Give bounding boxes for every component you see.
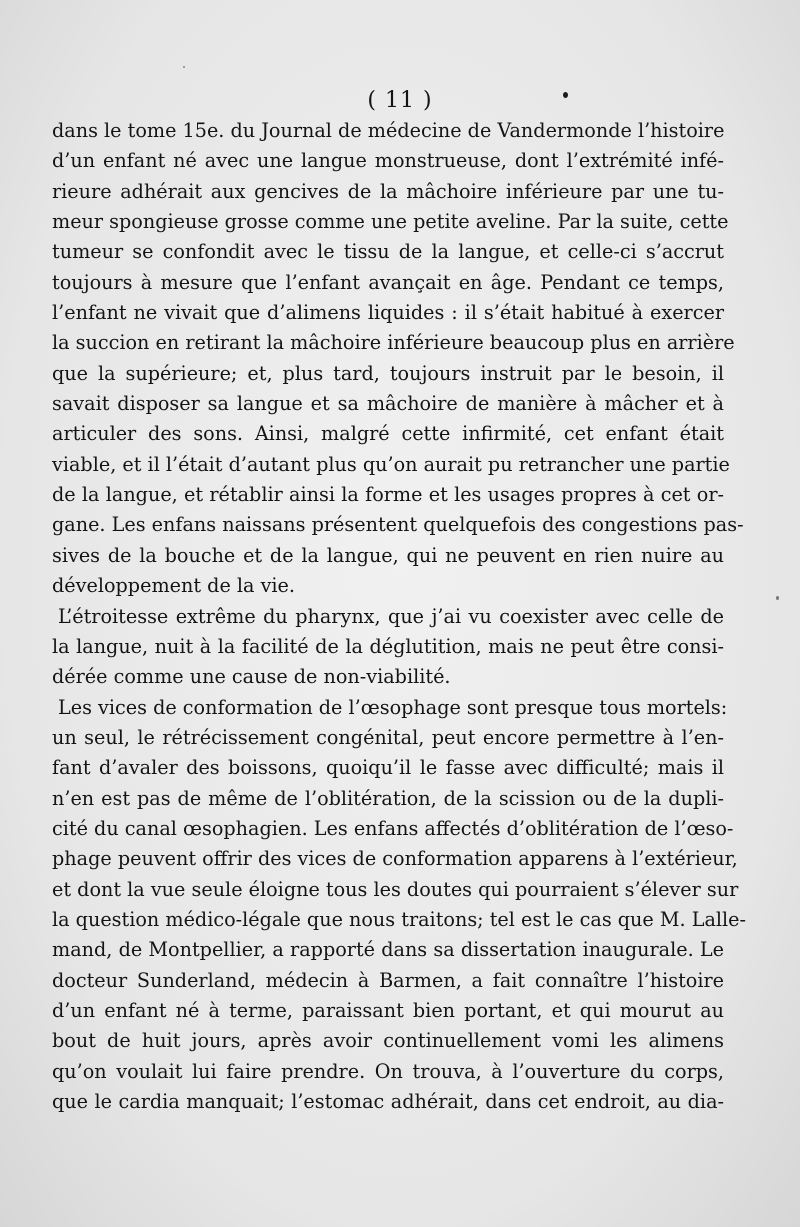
text-line: cité du canal œsophagien. Les enfans affectés d’oblitération de l’œso-: [52, 816, 734, 840]
paragraph: [52, 602, 724, 693]
text-line: qu’on voulait lui faire prendre. On trouva, à l’ouverture du corps,: [52, 1059, 724, 1083]
text-line: gane. Les enfans naissans présentent quelquefois des congestions pas-: [52, 513, 744, 537]
text-line: la langue, nuit à la facilité de la déglutition, mais ne peut être consi-: [52, 634, 724, 658]
text-line: l’enfant ne vivait que d’alimens liquides : il s’était habitué à exercer: [52, 301, 724, 325]
text-line: savait disposer sa langue et sa mâchoire de manière à mâcher et à: [52, 392, 724, 416]
page-number: ( 11 ): [367, 88, 433, 113]
text-line: tumeur se confondit avec le tissu de la langue, et celle-ci s’accrut: [52, 240, 724, 264]
text-line: un seul, le rétrécissement congénital, peut encore permettre à l’en-: [52, 725, 724, 749]
text-line: de la langue, et rétablir ainsi la forme et les usages propres à cet or-: [52, 483, 724, 507]
text-line: L’étroitesse extrême du pharynx, que j’ai vu coexister avec celle de: [58, 604, 724, 628]
text-line: Les vices de conformation de l’œsophage sont presque tous mortels:: [58, 695, 728, 719]
text-line: dérée comme une cause de non-viabilité.: [52, 665, 451, 689]
text-line: d’un enfant né à terme, paraissant bien portant, et qui mourut au: [52, 998, 724, 1022]
text-line: fant d’avaler des boissons, quoiqu’il le fasse avec difficulté; mais il: [52, 756, 724, 780]
paragraph: [52, 116, 744, 602]
body-text: [52, 116, 746, 1117]
text-line: et dont la vue seule éloigne tous les doutes qui pourraient s’élever sur: [52, 877, 739, 901]
text-line: que la supérieure; et, plus tard, toujours instruit par le besoin, il: [52, 361, 724, 385]
text-line: phage peuvent offrir des vices de conformation apparens à l’extérieur,: [52, 847, 738, 871]
text-line: mand, de Montpellier, a rapporté dans sa dissertation inaugurale. Le: [52, 938, 724, 962]
ink-speck: [183, 66, 185, 68]
text-line: la question médico-légale que nous traitons; tel est le cas que M. Lalle-: [52, 907, 746, 931]
text-line: bout de huit jours, après avoir continuellement vomi les alimens: [52, 1029, 724, 1053]
text-line: d’un enfant né avec une langue monstrueuse, dont l’extrémité infé-: [52, 149, 724, 173]
text-line: la succion en retirant la mâchoire inférieure beaucoup plus en arrière: [52, 331, 735, 355]
text-line: meur spongieuse grosse comme une petite aveline. Par la suite, cette: [52, 210, 729, 234]
text-line: docteur Sunderland, médecin à Barmen, a fait connaître l’histoire: [52, 968, 724, 992]
text-line: sives de la bouche et de la langue, qui ne peuvent en rien nuire au: [52, 543, 724, 567]
paragraph: [52, 693, 746, 1118]
text-line: que le cardia manquait; l’estomac adhérait, dans cet endroit, au dia-: [52, 1090, 724, 1113]
text-line: articuler des sons. Ainsi, malgré cette infirmité, cet enfant était: [52, 422, 724, 446]
text-line: dans le tome 15e. du Journal de médecine de Vandermonde l’histoire: [52, 119, 725, 142]
text-line: toujours à mesure que l’enfant avançait en âge. Pendant ce temps,: [52, 270, 724, 294]
ink-speck: [776, 596, 779, 600]
text-line: rieure adhérait aux gencives de la mâchoire inférieure par une tu-: [52, 179, 724, 203]
text-line: n’en est pas de même de l’oblitération, de la scission ou de la dupli-: [52, 786, 724, 810]
text-line: viable, et il l’était d’autant plus qu’on aurait pu retrancher une partie: [52, 452, 730, 476]
text-line: développement de la vie.: [52, 574, 296, 598]
